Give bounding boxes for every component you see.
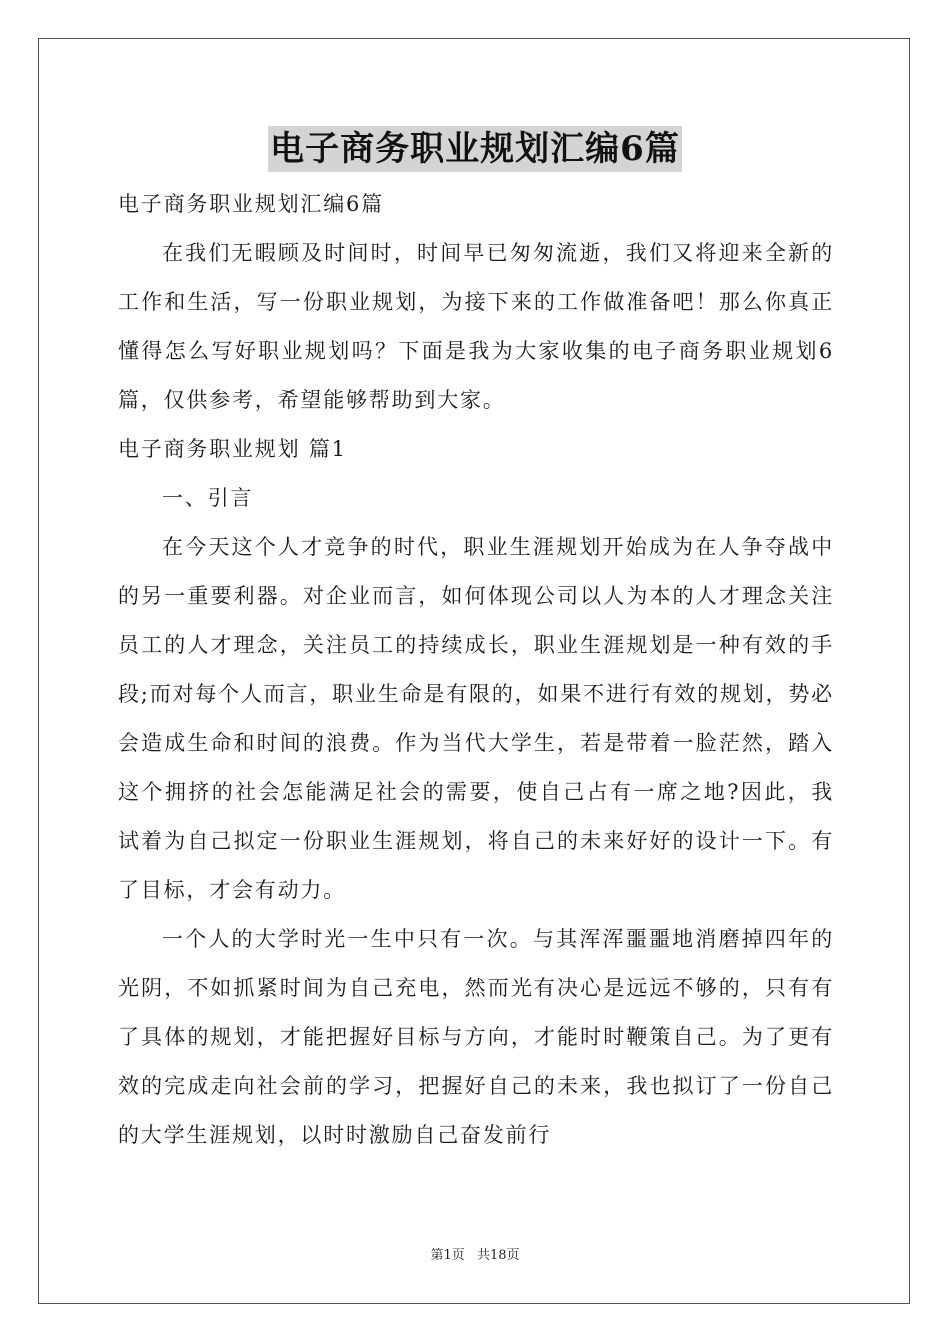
- body-paragraph-1: 在今天这个人才竞争的时代，职业生涯规划开始成为在人争夺战中的另一重要利器。对企业而言，如何体现公司以人为本的人才理念关注员工的人才理念，关注员工的持续成长，职业生涯规划是一种有效的手段;而对每个人而言，职业生命是有限的，如果不进行有效的规划，势必会造成生命和时间的浪费。作为当代大学生，若是带着一脸茫然，踏入这个拥挤的社会怎能满足社会的需要，使自己占有一席之地?因此，我试着为自己拟定一份职业生涯规划，将自己的未来好好的设计一下。有了目标，才会有动力。: [118, 535, 834, 902]
- intro-paragraph: 在我们无暇顾及时间时，时间早已匆匆流逝，我们又将迎来全新的工作和生活，写一份职业规划，为接下来的工作做准备吧！那么你真正懂得怎么写好职业规划吗？下面是我为大家收集的电子商务职业规划6篇，仅供参考，希望能够帮助到大家。: [118, 241, 834, 412]
- body-paragraph-2: 一个人的大学时光一生中只有一次。与其浑浑噩噩地消磨掉四年的光阴，不如抓紧时间为自己充电，然而光有决心是远远不够的，只有有了具体的规划，才能把握好目标与方向，才能时时鞭策自己。为了更有效的完成走向社会前的学习，把握好自己的未来，我也拟订了一份自己的大学生涯规划，以时时激励自己奋发前行: [118, 927, 834, 1147]
- subheading: 一、引言: [162, 486, 254, 510]
- document-subtitle: 电子商务职业规划汇编6篇: [118, 192, 384, 216]
- document-title: 电子商务职业规划汇编6篇: [268, 126, 682, 172]
- page-total: 共18页: [476, 1248, 520, 1263]
- page-footer: [0, 1244, 950, 1263]
- page-number: 第1页: [430, 1248, 465, 1263]
- title-container: [0, 126, 950, 172]
- document-body: [118, 180, 834, 1160]
- section-heading: 电子商务职业规划 篇1: [118, 437, 347, 461]
